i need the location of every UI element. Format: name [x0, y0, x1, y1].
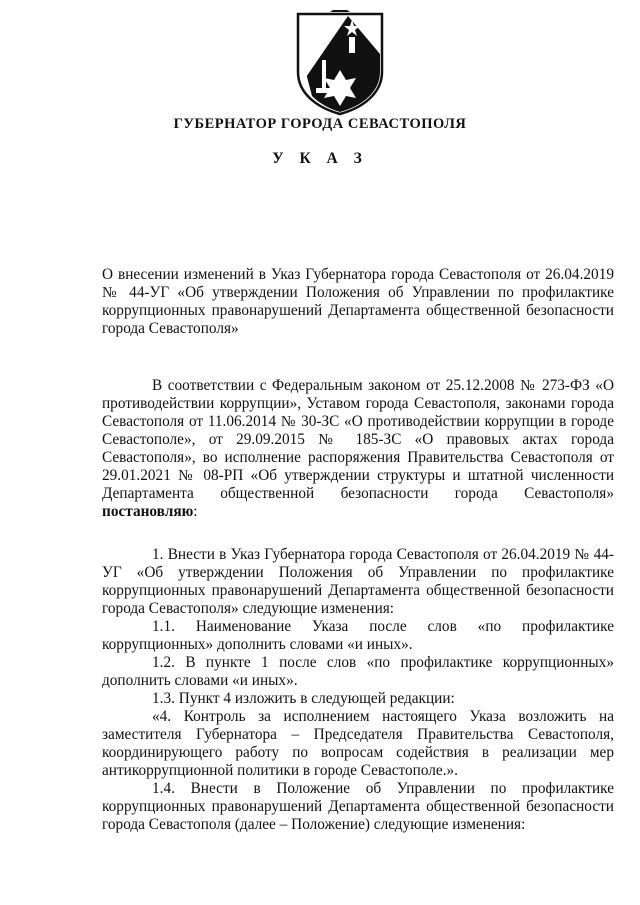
- body-item-1-4: 1.4. Внести в Положение об Управлении по профилактике коррупционных правонарушений Департамента общественной безопасности города Севастополя (далее – Положение) следующие изменения:: [102, 780, 614, 833]
- document-title: О внесении изменений в Указ Губернатора города Севастополя от 26.04.2019 № 44-УГ «Об утверждении Положения об Управлении по профилактике коррупционных правонарушений Департамента общественной безопасности города Севастополя»: [102, 266, 614, 337]
- preamble-paragraph: [102, 377, 614, 521]
- body-item-1: 1. Внести в Указ Губернатора города Севастополя от 26.04.2019 № 44-УГ «Об утверждении Положения об Управлении по профилактике коррупционных правонарушений Департамента общественной безопасности города Севастополя» следующие изменения:: [102, 546, 614, 617]
- document-title-block: [102, 266, 614, 338]
- body-item-new-4: «4. Контроль за исполнением настоящего Указа возложить на заместителя Губернатора – Председателя Правительства Севастополя, координирующего работу по вопросам содействия в реализации мер антикоррупционной политики в городе Севастополе.».: [102, 708, 614, 779]
- body-item-1-1: 1.1. Наименование Указа после слов «по профилактике коррупционных» дополнить словами «и иных».: [102, 618, 614, 653]
- decree-word: постановляю: [102, 503, 194, 520]
- document-type: У К А З: [272, 150, 368, 167]
- coat-of-arms-emblem: [290, 10, 390, 118]
- preamble-text: В соответствии с Федеральным законом от 25.12.2008 № 273-ФЗ «О противодействии коррупции», Уставом города Севастополя, законами города Севастополя от 11.06.2014 № 30-ЗС «О противодействии коррупции в городе Севастополе», от 29.09.2015 № 185-ЗС «О правовых актах города Севастополя», во исполнение распоряжения Правительства Севастополя от 29.01.2021 № 08-РП «Об утверждении структуры и штатной численности Департамента общественной безопасности города Севастополя»: [102, 377, 614, 502]
- issuing-authority: ГУБЕРНАТОР ГОРОДА СЕВАСТОПОЛЯ: [173, 116, 467, 132]
- decree-colon: :: [193, 503, 198, 520]
- body-item-1-2: 1.2. В пункте 1 после слов «по профилактике коррупционных» дополнить словами «и иных».: [102, 654, 614, 689]
- preamble-block: [102, 377, 614, 521]
- body-item-1-3: 1.3. Пункт 4 изложить в следующей редакции:: [152, 690, 455, 707]
- body-block: [102, 546, 614, 834]
